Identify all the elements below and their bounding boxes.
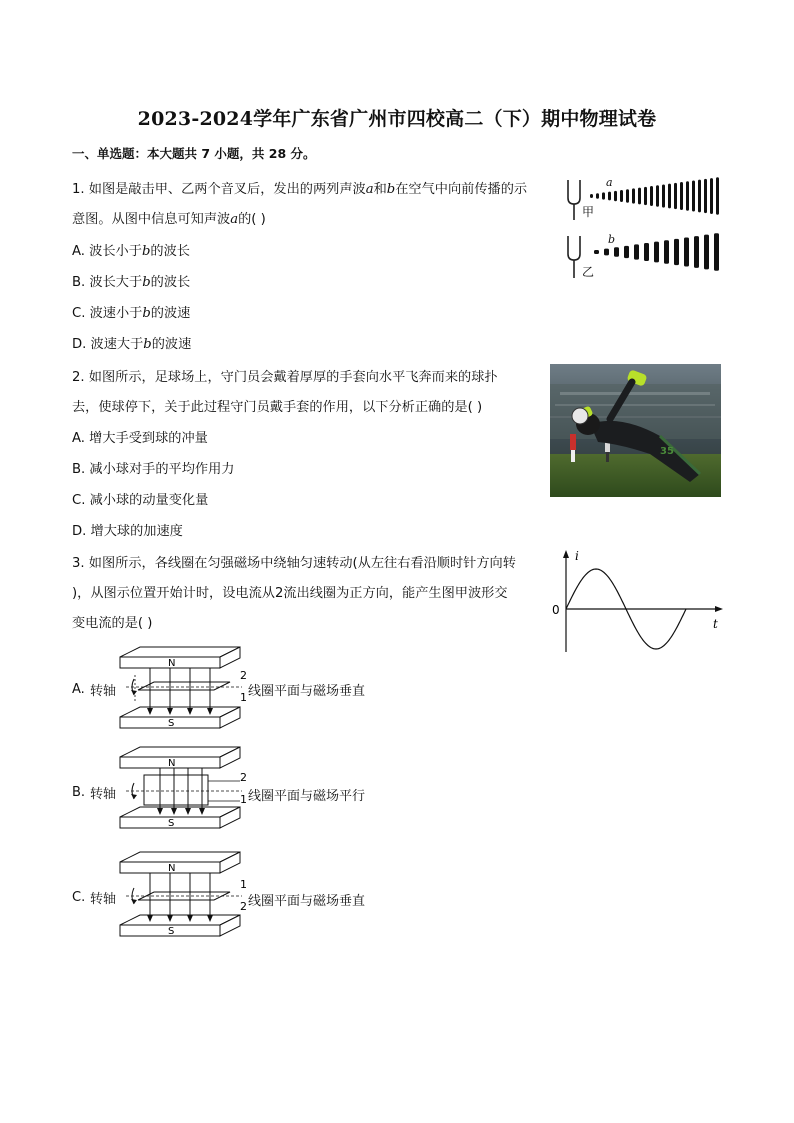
terminal-top-label: 2 [240, 669, 247, 682]
wave-band [656, 185, 659, 207]
terminal-top-label: 1 [240, 878, 247, 891]
wave-band [624, 246, 629, 258]
svg-text:35: 35 [660, 446, 674, 457]
q2-stem-line1: 2. 如图所示，足球场上，守门员会戴着厚厚的手套向水平飞奔而来的球扑 [72, 370, 498, 385]
q2-option-d[interactable]: D. 增大球的加速度 [72, 524, 183, 539]
wave-band [698, 180, 701, 213]
south-pole-label: S [168, 818, 175, 829]
magnet-coil-diagram-a [118, 645, 253, 740]
q3-option-b[interactable]: B. 转轴 线圈平面与磁场平行 N S 2 1 [72, 745, 402, 840]
wave-band [644, 187, 647, 205]
magnet-coil-diagram-b [118, 745, 253, 840]
wave-band [634, 244, 639, 259]
wave-band [664, 240, 669, 264]
q3-stem-line1: 3. 如图所示，各线圈在匀强磁场中绕轴匀速转动(从左往右看沿顺时针方向转 [72, 556, 516, 571]
wave-band [704, 179, 707, 213]
q2-option-c[interactable]: C. 减小球的动量变化量 [72, 493, 209, 508]
q3-option-a[interactable]: A. 转轴 线圈平面与磁场垂直 N S 2 1 [72, 645, 402, 740]
wave-band [654, 242, 659, 263]
north-pole-label: N [168, 863, 176, 874]
wave-band [668, 184, 671, 209]
wave-band [686, 181, 689, 211]
wave-band [620, 190, 623, 202]
wave-band [692, 180, 695, 211]
north-pole-label: N [168, 758, 176, 769]
q1-option-b[interactable]: B. 波长大于b的波长 [72, 275, 191, 290]
wave-band [716, 177, 719, 214]
wave-band [714, 233, 719, 270]
q1-option-d[interactable]: D. 波速大于b的波速 [72, 337, 192, 352]
wave-band [614, 247, 619, 257]
tuning-fork-icon [568, 236, 580, 278]
terminal-bottom-label: 1 [240, 793, 247, 806]
wave-band [626, 189, 629, 203]
q3-option-c[interactable]: C. 转轴 线圈平面与磁场垂直 N S 1 2 [72, 850, 402, 945]
wave-band [680, 182, 683, 210]
q1-option-a[interactable]: A. 波长小于b的波长 [72, 244, 190, 259]
south-pole-label: S [168, 718, 175, 729]
wave-band [604, 249, 609, 256]
wave-band [694, 236, 699, 268]
fork-label-yi: 乙 [582, 265, 595, 279]
fork-label-jia: 甲 [582, 205, 595, 219]
north-pole-label: N [168, 658, 176, 669]
wave-band [684, 237, 689, 266]
terminal-top-label: 2 [240, 771, 247, 784]
q2-option-b[interactable]: B. 减小球对手的平均作用力 [72, 462, 235, 477]
tuning-fork-icon [568, 180, 580, 220]
wave-band [704, 235, 709, 270]
wave-band [602, 192, 605, 199]
q1-stem-line2: 意图。从图中信息可知声波a的( ) [72, 212, 266, 227]
wave-band [674, 239, 679, 265]
q2-stem-line2: 去，使球停下，关于此过程守门员戴手套的作用，以下分析正确的是( ) [72, 400, 483, 415]
wave-band [608, 192, 611, 201]
q3-stem-line2: )，从图示位置开始计时，设电流从2流出线圈为正方向，能产生图甲波形交 [72, 586, 508, 601]
goalkeeper-photo [550, 364, 721, 497]
terminal-bottom-label: 2 [240, 900, 247, 913]
magnet-coil-diagram-c [118, 850, 253, 945]
wave-label-a: a [606, 176, 613, 189]
q1-sound-wave-figure [560, 170, 725, 285]
section-heading: 一、单选题：本大题共 7 小题，共 28 分。 [72, 146, 316, 161]
south-pole-label: S [168, 926, 175, 937]
wave-band [638, 188, 641, 205]
axis-label-i: i [575, 549, 579, 563]
q2-option-a[interactable]: A. 增大手受到球的冲量 [72, 431, 208, 446]
q3-stem-line3: 变电流的是( ) [72, 616, 153, 631]
wave-band [644, 243, 649, 261]
terminal-bottom-label: 1 [240, 691, 247, 704]
wave-band [674, 183, 677, 209]
exam-title: 2023-2024学年广东省广州市四校高二（下）期中物理试卷 [137, 108, 657, 130]
wave-band [590, 194, 593, 198]
current-waveform-graph [548, 548, 728, 656]
wave-band [650, 186, 653, 206]
wave-band [596, 193, 599, 199]
q1-option-c[interactable]: C. 波速小于b的波速 [72, 306, 191, 321]
wave-band [662, 184, 665, 207]
wave-band [594, 250, 599, 254]
wave-band [614, 191, 617, 201]
wave-band [710, 178, 713, 214]
wave-band [632, 188, 635, 203]
axis-label-t: t [713, 617, 718, 631]
wave-label-b: b [608, 233, 616, 246]
q1-stem-line1: 1. 如图是敲击甲、乙两个音叉后，发出的两列声波a和b在空气中向前传播的示 [72, 182, 528, 197]
origin-label: 0 [552, 603, 560, 617]
